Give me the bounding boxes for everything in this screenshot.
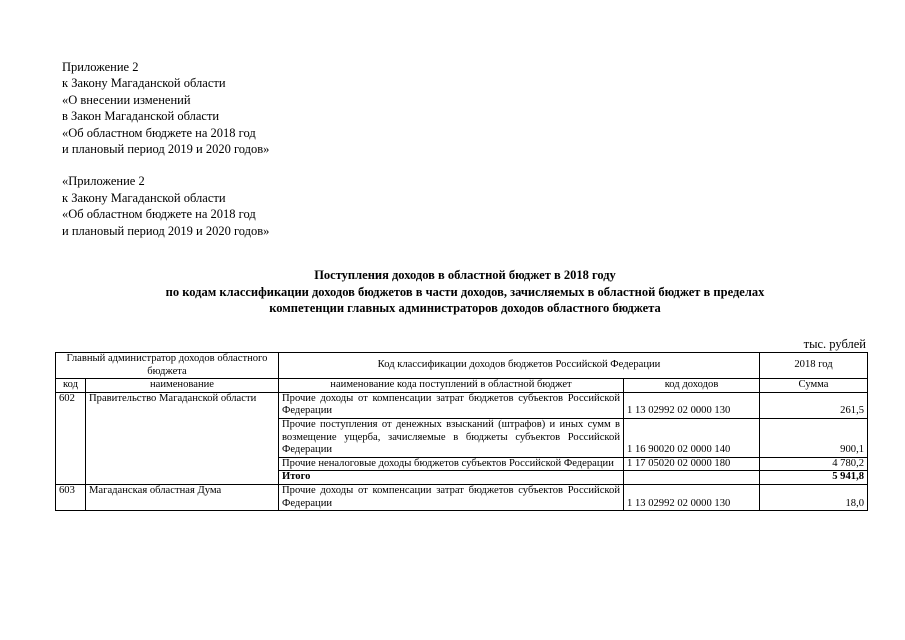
header-code: код	[56, 379, 86, 393]
admin-code: 603	[56, 484, 86, 510]
admin-name: Магаданская областная Дума	[86, 484, 279, 510]
header-line: «Об областном бюджете на 2018 год	[62, 207, 256, 222]
table-header-row	[56, 353, 868, 379]
document-title	[56, 267, 874, 317]
receipt-name: Прочие поступления от денежных взысканий (штрафов) и иных сумм в возмещение ущерба, зачисляемые в бюджеты субъектов Российской Федерации	[279, 418, 624, 457]
header-amount: Сумма	[760, 379, 868, 393]
income-code: 1 16 90020 02 0000 140	[624, 418, 760, 457]
total-label: Итого	[279, 471, 624, 485]
receipt-name: Прочие доходы от компенсации затрат бюджетов субъектов Российской Федерации	[279, 484, 624, 510]
header-line: и плановый период 2019 и 2020 годов»	[62, 223, 270, 238]
receipt-name: Прочие доходы от компенсации затрат бюджетов субъектов Российской Федерации	[279, 392, 624, 418]
admin-name: Правительство Магаданской области	[86, 392, 279, 484]
header-line: к Закону Магаданской области	[62, 190, 226, 205]
amount: 4 780,2	[760, 457, 868, 471]
header-receipt-name: наименование кода поступлений в областной бюджет	[279, 379, 624, 393]
title-line: Поступления доходов в областной бюджет в 2018 году	[314, 268, 616, 282]
income-code: 1 13 02992 02 0000 130	[624, 392, 760, 418]
header-line: Приложение 2	[62, 60, 139, 74]
units-label: тыс. рублей	[803, 337, 866, 351]
header-year: 2018 год	[760, 353, 868, 379]
header-line: и плановый период 2019 и 2020 годов»	[62, 142, 270, 157]
header-line: «Об областном бюджете на 2018 год	[62, 125, 256, 140]
income-code: 1 13 02992 02 0000 130	[624, 484, 760, 510]
total-empty-cell	[624, 471, 760, 485]
appendix-header	[62, 59, 269, 239]
table-row	[56, 484, 868, 510]
header-line: «О внесении изменений	[62, 92, 191, 107]
amount: 18,0	[760, 484, 868, 510]
header-name: наименование	[86, 379, 279, 393]
header-line: к Закону Магаданской области	[62, 76, 226, 91]
header-line: в Закон Магаданской области	[62, 109, 220, 124]
amount: 900,1	[760, 418, 868, 457]
revenue-table	[55, 352, 868, 511]
table-subheader-row	[56, 379, 868, 393]
header-admin: Главный администратор доходов областного бюджета	[56, 353, 279, 379]
receipt-name: Прочие неналоговые доходы бюджетов субъектов Российской Федерации	[279, 457, 624, 471]
admin-code: 602	[56, 392, 86, 484]
title-line: компетенции главных администраторов доходов областного бюджета	[269, 301, 661, 316]
header-classification: Код классификации доходов бюджетов Российской Федерации	[279, 353, 760, 379]
amount: 261,5	[760, 392, 868, 418]
title-line: по кодам классификации доходов бюджетов в части доходов, зачисляемых в областной бюджет в пределах	[165, 284, 765, 299]
table-row	[56, 392, 868, 418]
header-line: «Приложение 2	[62, 174, 145, 189]
header-income-code: код доходов	[624, 379, 760, 393]
total-amount: 5 941,8	[760, 471, 868, 485]
income-code: 1 17 05020 02 0000 180	[624, 457, 760, 471]
